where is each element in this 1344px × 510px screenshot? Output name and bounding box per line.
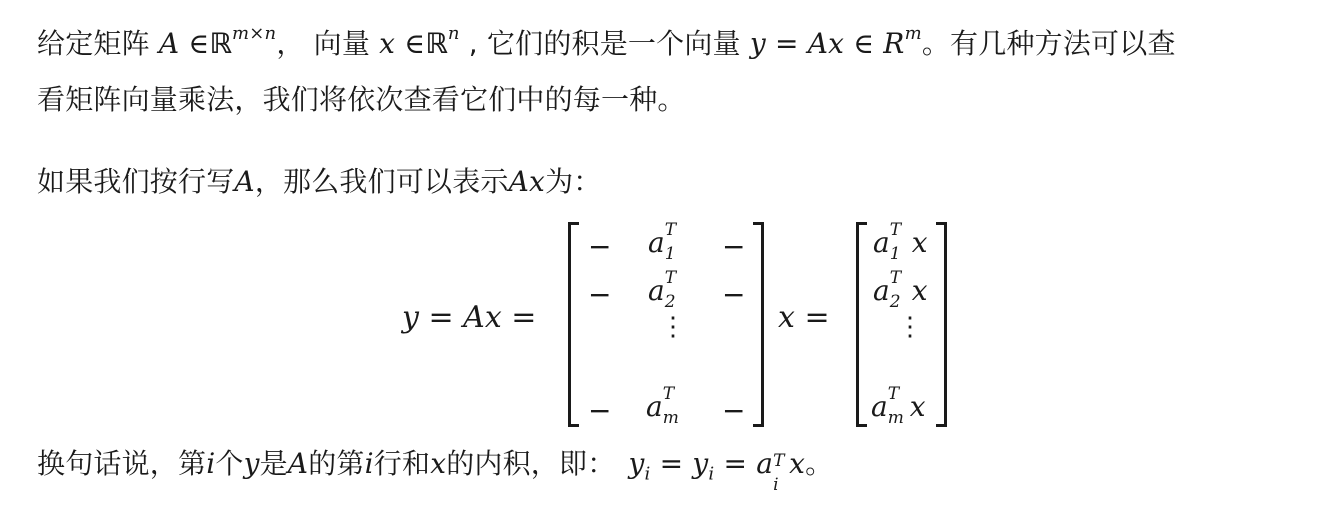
matrix-row-am: [646, 383, 685, 428]
row-dash-left: −: [588, 394, 612, 427]
superscript-T: T: [773, 450, 785, 471]
display-equation: [0, 218, 1344, 433]
math-var-A: A: [287, 447, 309, 480]
subscript-2: 2: [664, 291, 676, 312]
text: 换句话说，第: [37, 447, 207, 480]
math-var-i: i: [206, 447, 216, 480]
subscript-i: i: [773, 474, 779, 495]
text: 行和: [373, 447, 431, 480]
math-var-y: y: [628, 447, 645, 480]
text: 给定矩阵: [37, 27, 159, 60]
math-var-a: a: [871, 390, 888, 423]
text: 。有几种方法可以查: [921, 27, 1176, 60]
math-real-set: ℝ: [209, 27, 232, 60]
row-dash-right: −: [722, 230, 746, 263]
text: 。: [805, 447, 834, 480]
math-var-x: x: [430, 447, 447, 480]
right-bracket: [753, 222, 764, 427]
subscript-i: i: [644, 463, 651, 485]
text: ，那么我们可以表示: [254, 165, 509, 198]
math-var-A: A: [158, 27, 180, 60]
subscript-1: 1: [664, 243, 676, 264]
math-var-R: R: [883, 27, 905, 60]
math-var-x: x: [911, 226, 928, 259]
subscript-m: m: [662, 407, 679, 428]
text: 是: [259, 447, 288, 480]
text: , 它们的积是一个向量: [459, 27, 750, 60]
paragraph-3: [37, 444, 833, 495]
paragraph-1-line-2: 看矩阵向量乘法，我们将依次查看它们中的每一种。: [37, 83, 686, 116]
superscript-T: T: [889, 267, 902, 288]
left-bracket: [856, 222, 867, 427]
superscript-T: T: [887, 383, 900, 404]
superscript-T: T: [889, 219, 902, 240]
math-var-y: y: [692, 447, 709, 480]
math-in: ∈: [179, 27, 210, 60]
paragraph-2: [37, 162, 601, 202]
superscript-T: T: [664, 219, 677, 240]
vertical-dots: ⋮: [660, 312, 686, 342]
subscript-2: 2: [889, 291, 901, 312]
subscript-1: 1: [889, 243, 901, 264]
math-expression: y = Ax: [749, 27, 845, 60]
math-expression: Ax: [508, 165, 546, 198]
text: ， 向量: [276, 27, 380, 60]
right-bracket: [936, 222, 947, 427]
text: 个: [215, 447, 244, 480]
math-var-x: x: [379, 27, 396, 60]
math-exponent: n: [447, 22, 460, 44]
subscript-i: i: [708, 463, 715, 485]
result-entry-m: [871, 383, 926, 428]
equals: =: [714, 447, 757, 480]
math-var-i: i: [364, 447, 374, 480]
math-real-set: ℝ: [425, 27, 448, 60]
math-var-x: x: [911, 274, 928, 307]
text: 如果我们按行写: [37, 165, 235, 198]
math-in: ∈: [395, 27, 426, 60]
math-var-a: a: [646, 390, 663, 423]
superscript-T: T: [662, 383, 675, 404]
subscript-m: m: [887, 407, 904, 428]
text: 的第: [308, 447, 365, 480]
left-bracket: [568, 222, 579, 427]
equals: =: [650, 447, 693, 480]
math-var-a: a: [873, 226, 890, 259]
math-in: ∈: [844, 27, 884, 60]
math-exponent: m×n: [232, 22, 277, 44]
paragraph-1-line-1: [37, 24, 1176, 64]
math-var-a: a: [648, 226, 665, 259]
equation-mid: x =: [778, 300, 830, 335]
equation-lhs: y = Ax =: [402, 300, 537, 335]
math-var-a: a: [873, 274, 890, 307]
math-exponent: m: [904, 22, 922, 44]
text: 为：: [545, 165, 602, 198]
row-dash-left: −: [588, 230, 612, 263]
math-var-x: x: [909, 390, 926, 423]
matrix-row-a1: [648, 219, 687, 264]
math-var-a: a: [648, 274, 665, 307]
matrix-row-a2: [648, 267, 687, 312]
vertical-dots: ⋮: [897, 312, 923, 342]
result-entry-2: [873, 267, 928, 312]
text: 的内积，即：: [446, 447, 616, 480]
row-dash-right: −: [722, 394, 746, 427]
result-entry-1: [873, 219, 928, 264]
row-dash-left: −: [588, 278, 612, 311]
math-var-y: y: [243, 447, 260, 480]
superscript-T: T: [664, 267, 677, 288]
math-var-a: a: [756, 447, 774, 480]
math-var-A: A: [234, 165, 255, 198]
row-dash-right: −: [722, 278, 746, 311]
inner-product-formula: [628, 447, 806, 495]
math-var-x: x: [789, 447, 806, 480]
